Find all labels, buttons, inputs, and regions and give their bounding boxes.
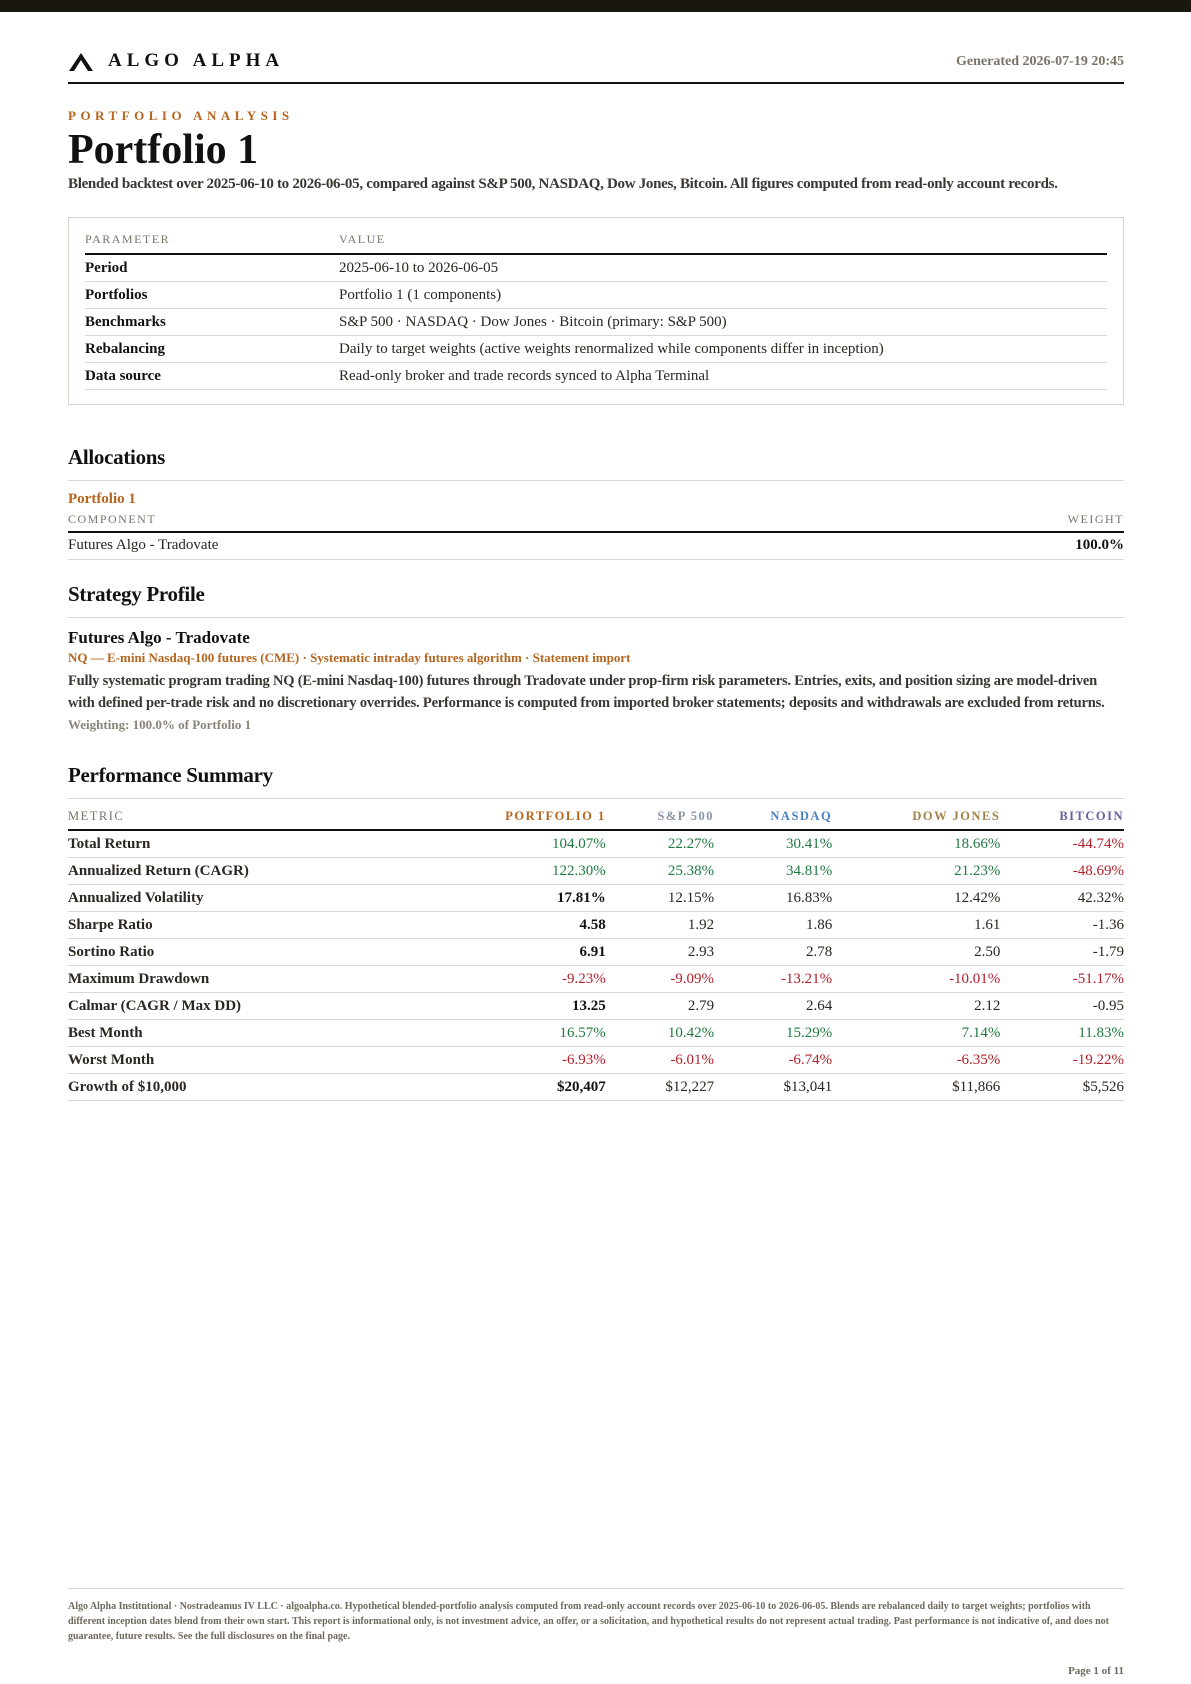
metric-name: Annualized Return (CAGR) bbox=[68, 858, 414, 885]
generated-timestamp: Generated 2026-07-19 20:45 bbox=[956, 54, 1124, 69]
performance-row bbox=[68, 1020, 1124, 1047]
report-header bbox=[68, 12, 1124, 84]
metric-name: Sortino Ratio bbox=[68, 939, 414, 966]
performance-row bbox=[68, 830, 1124, 858]
parameter-key: Period bbox=[85, 254, 339, 282]
metric-value: -9.09% bbox=[606, 966, 714, 993]
performance-column-header: PORTFOLIO 1 bbox=[414, 807, 606, 830]
report-footer bbox=[68, 1588, 1124, 1677]
brand-logo bbox=[68, 50, 284, 72]
performance-row bbox=[68, 858, 1124, 885]
metric-value: 13.25 bbox=[414, 993, 606, 1020]
metric-value: $20,407 bbox=[414, 1074, 606, 1101]
parameter-value: 2025-06-10 to 2026-06-05 bbox=[339, 254, 1107, 282]
parameter-value: Read-only broker and trade records synced to Alpha Terminal bbox=[339, 363, 1107, 390]
metric-value: $11,866 bbox=[832, 1074, 1000, 1101]
parameter-value: S&P 500 · NASDAQ · Dow Jones · Bitcoin (primary: S&P 500) bbox=[339, 309, 1107, 336]
allocations-table bbox=[68, 510, 1124, 560]
metric-value: 122.30% bbox=[414, 858, 606, 885]
performance-row bbox=[68, 1074, 1124, 1101]
allocations-section bbox=[68, 445, 1124, 560]
metric-value: 22.27% bbox=[606, 830, 714, 858]
metric-value: 21.23% bbox=[832, 858, 1000, 885]
metric-value: 2.79 bbox=[606, 993, 714, 1020]
metric-value: 12.15% bbox=[606, 885, 714, 912]
metric-value: -1.36 bbox=[1000, 912, 1124, 939]
metric-value: 12.42% bbox=[832, 885, 1000, 912]
metric-value: 2.78 bbox=[714, 939, 832, 966]
report-page bbox=[68, 12, 1124, 1101]
parameter-row bbox=[85, 309, 1107, 336]
metric-name: Annualized Volatility bbox=[68, 885, 414, 912]
metric-value: 16.83% bbox=[714, 885, 832, 912]
metric-value: -51.17% bbox=[1000, 966, 1124, 993]
metric-value: 25.38% bbox=[606, 858, 714, 885]
parameter-key: Rebalancing bbox=[85, 336, 339, 363]
metric-value: -9.23% bbox=[414, 966, 606, 993]
performance-column-header: S&P 500 bbox=[606, 807, 714, 830]
parameter-row bbox=[85, 282, 1107, 309]
metric-name: Worst Month bbox=[68, 1047, 414, 1074]
metric-value: 1.92 bbox=[606, 912, 714, 939]
metric-value: 11.83% bbox=[1000, 1020, 1124, 1047]
metric-value: 17.81% bbox=[414, 885, 606, 912]
top-bar bbox=[0, 0, 1191, 12]
metric-value: 15.29% bbox=[714, 1020, 832, 1047]
allocations-heading: Allocations bbox=[68, 445, 1124, 481]
metric-value: 1.61 bbox=[832, 912, 1000, 939]
metric-value: 34.81% bbox=[714, 858, 832, 885]
report-eyebrow: PORTFOLIO ANALYSIS bbox=[68, 108, 294, 123]
metric-value: 4.58 bbox=[414, 912, 606, 939]
metric-name: Best Month bbox=[68, 1020, 414, 1047]
allocation-portfolio-name: Portfolio 1 bbox=[68, 491, 136, 507]
performance-column-header: BITCOIN bbox=[1000, 807, 1124, 830]
performance-row bbox=[68, 966, 1124, 993]
component-column-header: COMPONENT bbox=[68, 510, 836, 532]
performance-section bbox=[68, 763, 1124, 1101]
metric-value: 42.32% bbox=[1000, 885, 1124, 912]
strategy-section bbox=[68, 582, 1124, 733]
metric-value: -6.01% bbox=[606, 1047, 714, 1074]
metric-value: 30.41% bbox=[714, 830, 832, 858]
metric-name: Total Return bbox=[68, 830, 414, 858]
parameter-row bbox=[85, 254, 1107, 282]
metric-value: -44.74% bbox=[1000, 830, 1124, 858]
metric-value: $13,041 bbox=[714, 1074, 832, 1101]
metric-value: -6.35% bbox=[832, 1047, 1000, 1074]
performance-row bbox=[68, 1047, 1124, 1074]
strategy-heading: Strategy Profile bbox=[68, 582, 1124, 618]
performance-heading: Performance Summary bbox=[68, 763, 1124, 799]
parameter-key: Benchmarks bbox=[85, 309, 339, 336]
weight-column-header: WEIGHT bbox=[836, 510, 1124, 532]
parameters-panel bbox=[68, 217, 1124, 405]
metric-name: Sharpe Ratio bbox=[68, 912, 414, 939]
metric-value: 2.64 bbox=[714, 993, 832, 1020]
metric-name: Maximum Drawdown bbox=[68, 966, 414, 993]
logo-mark-icon bbox=[68, 50, 94, 72]
metric-value: -0.95 bbox=[1000, 993, 1124, 1020]
strategy-tags: NQ — E-mini Nasdaq-100 futures (CME) · Systematic intraday futures algorithm · Statement import bbox=[68, 650, 631, 665]
page-number: Page 1 of 11 bbox=[1068, 1665, 1124, 1677]
metric-value: -13.21% bbox=[714, 966, 832, 993]
metric-value: $12,227 bbox=[606, 1074, 714, 1101]
strategy-description: Fully systematic program trading NQ (E-mini Nasdaq-100) futures through Tradovate under prop-firm risk parameters. Entries, exits, and position sizing are model-driven with defined per-trade risk and no discretionary overrides. Performance is computed from imported broker statements; deposits and withdrawals are excluded from returns. bbox=[68, 673, 1105, 711]
strategy-weighting: Weighting: 100.0% of Portfolio 1 bbox=[68, 717, 252, 732]
metric-value: 2.93 bbox=[606, 939, 714, 966]
performance-row bbox=[68, 885, 1124, 912]
strategy-name: Futures Algo - Tradovate bbox=[68, 628, 250, 647]
metric-column-header: METRIC bbox=[68, 807, 414, 830]
brand-name: ALGO ALPHA bbox=[108, 50, 285, 71]
parameter-key: Portfolios bbox=[85, 282, 339, 309]
allocation-weight: 100.0% bbox=[836, 532, 1124, 560]
allocation-component: Futures Algo - Tradovate bbox=[68, 532, 836, 560]
performance-row bbox=[68, 939, 1124, 966]
parameters-table bbox=[85, 230, 1107, 390]
metric-value: $5,526 bbox=[1000, 1074, 1124, 1101]
metric-value: 10.42% bbox=[606, 1020, 714, 1047]
parameter-row bbox=[85, 363, 1107, 390]
performance-column-header: NASDAQ bbox=[714, 807, 832, 830]
metric-value: -6.74% bbox=[714, 1047, 832, 1074]
parameter-value: Portfolio 1 (1 components) bbox=[339, 282, 1107, 309]
parameter-row bbox=[85, 336, 1107, 363]
value-column-header: VALUE bbox=[339, 230, 1107, 254]
metric-name: Growth of $10,000 bbox=[68, 1074, 414, 1101]
parameter-column-header: PARAMETER bbox=[85, 230, 339, 254]
metric-value: -10.01% bbox=[832, 966, 1000, 993]
allocation-row bbox=[68, 532, 1124, 560]
metric-value: 104.07% bbox=[414, 830, 606, 858]
metric-value: 1.86 bbox=[714, 912, 832, 939]
metric-value: -19.22% bbox=[1000, 1047, 1124, 1074]
performance-column-header: DOW JONES bbox=[832, 807, 1000, 830]
performance-row bbox=[68, 993, 1124, 1020]
metric-value: -48.69% bbox=[1000, 858, 1124, 885]
footer-disclaimer: Algo Alpha Institutional · Nostradeamus IV LLC · algoalpha.co. Hypothetical blended-portfolio analysis computed from read-only account records over 2025-06-10 to 2026-06-05. Blends are rebalanced daily to target weights; portfolios with different inception dates blend from their own start. This report is informational only, is not investment advice, an offer, or a solicitation, and hypothetical results do not represent actual trading. Past performance is not indicative of, and does not guarantee, future results. See the full disclosures on the final page. bbox=[68, 1601, 1110, 1642]
metric-value: 7.14% bbox=[832, 1020, 1000, 1047]
metric-value: 2.12 bbox=[832, 993, 1000, 1020]
metric-name: Calmar (CAGR / Max DD) bbox=[68, 993, 414, 1020]
metric-value: 2.50 bbox=[832, 939, 1000, 966]
performance-row bbox=[68, 912, 1124, 939]
page-title: Portfolio 1 bbox=[68, 127, 259, 173]
page-subtitle: Blended backtest over 2025-06-10 to 2026-06-05, compared against S&P 500, NASDAQ, Dow Jones, Bitcoin. All figures computed from read-only account records. bbox=[68, 176, 1058, 192]
performance-table bbox=[68, 807, 1124, 1101]
metric-value: -1.79 bbox=[1000, 939, 1124, 966]
metric-value: -6.93% bbox=[414, 1047, 606, 1074]
parameter-value: Daily to target weights (active weights renormalized while components differ in inception) bbox=[339, 336, 1107, 363]
metric-value: 18.66% bbox=[832, 830, 1000, 858]
parameter-key: Data source bbox=[85, 363, 339, 390]
metric-value: 6.91 bbox=[414, 939, 606, 966]
metric-value: 16.57% bbox=[414, 1020, 606, 1047]
